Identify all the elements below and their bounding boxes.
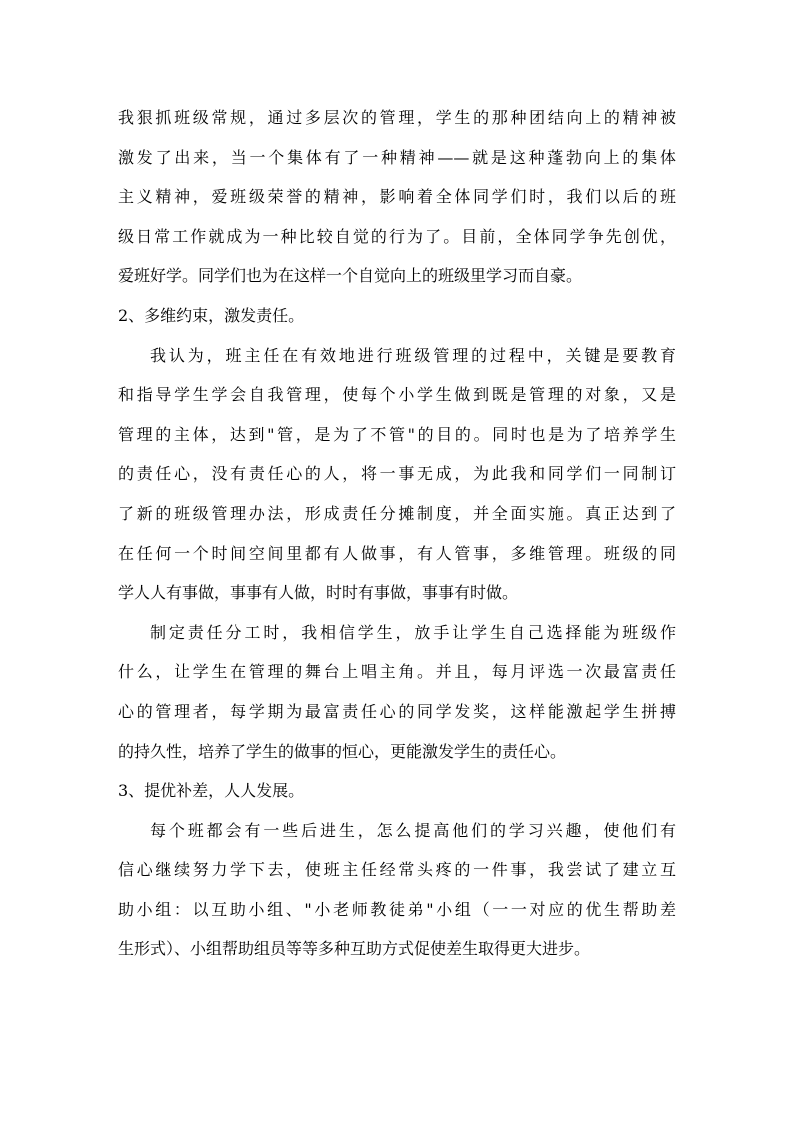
text-line: 的持久性，培养了学生的做事的恒心，更能激发学生的责任心。 — [118, 741, 567, 761]
text-line: 制定责任分工时，我相信学生，放手让学生自己选择能为班级作 — [150, 622, 676, 642]
text-line: 激发了出来，当一个集体有了一种精神——就是这种蓬勃向上的集体 — [118, 147, 676, 167]
text-line: 每个班都会有一些后进生，怎么提高他们的学习兴趣，使他们有 — [150, 820, 676, 840]
text-line: 在任何一个时间空间里都有人做事，有人管事，多维管理。班级的同 — [118, 543, 676, 563]
text-line: 主义精神，爱班级荣誉的精神，影响着全体同学们时，我们以后的班 — [118, 187, 676, 207]
text-line: 生形式）、小组帮助组员等等多种互助方式促使差生取得更大进步。 — [118, 939, 591, 959]
text-line: 心的管理者，每学期为最富责任心的同学发奖，这样能激起学生拼搏 — [118, 701, 676, 721]
section-heading: 2、多维约束，激发责任。 — [118, 305, 305, 325]
text-line: 了新的班级管理办法，形成责任分摊制度，并全面实施。真正达到了 — [118, 503, 676, 523]
text-line: 的责任心，没有责任心的人，将一事无成，为此我和同学们一同制订 — [118, 464, 676, 484]
text-line: 我认为，班主任在有效地进行班级管理的过程中，关键是要教育 — [150, 345, 676, 365]
text-line: 什么，让学生在管理的舞台上唱主角。并且，每月评选一次最富责任 — [118, 662, 676, 682]
text-line: 信心继续努力学下去，使班主任经常头疼的一件事，我尝试了建立互 — [118, 860, 676, 880]
text-line: 级日常工作就成为一种比较自觉的行为了。目前，全体同学争先创优， — [118, 226, 676, 246]
text-line: 我狠抓班级常规，通过多层次的管理，学生的那种团结向上的精神被 — [118, 108, 676, 127]
text-line: 爱班好学。同学们也为在这样一个自觉向上的班级里学习而自豪。 — [118, 266, 583, 286]
section-heading: 3、提优补差，人人发展。 — [118, 781, 305, 801]
text-line: 助小组：以互助小组、"小老师教徒弟"小组（一一对应的优生帮助差 — [118, 899, 676, 919]
text-line: 学人人有事做，事事有人做，时时有事做，事事有时做。 — [118, 583, 519, 603]
text-line: 和指导学生学会自我管理，使每个小学生做到既是管理的对象，又是 — [118, 385, 676, 405]
text-line: 管理的主体，达到"管，是为了不管"的目的。同时也是为了培养学生 — [118, 424, 676, 444]
